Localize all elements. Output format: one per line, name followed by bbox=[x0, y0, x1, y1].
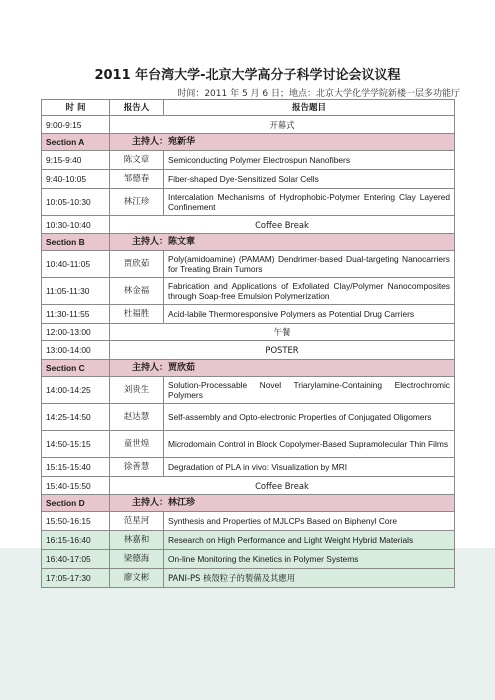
page-subtitle: 时间：2011 年 5 月 6 日；地点：北京大学化学学院新楼一层多功能厅 bbox=[177, 89, 460, 99]
topic-cell: Fiber-shaped Dye-Sensitized Solar Cells bbox=[164, 170, 455, 189]
time-cell: 14:50-15:15 bbox=[42, 431, 110, 458]
time-cell: 12:00-13:00 bbox=[42, 324, 110, 341]
time-cell: 9:15-9:40 bbox=[42, 151, 110, 170]
agenda-span-row bbox=[42, 341, 455, 360]
speaker-cell: 赵达慧 bbox=[110, 404, 164, 431]
time-cell: 16:15-16:40 bbox=[42, 531, 110, 550]
agenda-span-row bbox=[42, 216, 455, 234]
section-chair: 主持人：陈文章 bbox=[110, 234, 455, 251]
time-cell: 14:00-14:25 bbox=[42, 377, 110, 404]
table-header-row bbox=[42, 100, 455, 116]
section-row bbox=[42, 495, 455, 512]
section-label: Section B bbox=[42, 234, 110, 251]
table-row bbox=[42, 550, 455, 569]
speaker-cell: 童世煌 bbox=[110, 431, 164, 458]
speaker-cell: 徐善慧 bbox=[110, 458, 164, 477]
section-chair: 主持人：林江珍 bbox=[110, 495, 455, 512]
time-cell: 16:40-17:05 bbox=[42, 550, 110, 569]
table-row bbox=[42, 431, 455, 458]
topic-cell: On-line Monitoring the Kinetics in Polymer Systems bbox=[164, 550, 455, 569]
topic-cell: Synthesis and Properties of MJLCPs Based on Biphenyl Core bbox=[164, 512, 455, 531]
agenda-span-row bbox=[42, 116, 455, 134]
speaker-cell: 林金福 bbox=[110, 278, 164, 305]
time-cell: 11:05-11:30 bbox=[42, 278, 110, 305]
section-label: Section C bbox=[42, 360, 110, 377]
table-row bbox=[42, 170, 455, 189]
event-cell: 开幕式 bbox=[110, 116, 455, 134]
time-cell: 10:40-11:05 bbox=[42, 251, 110, 278]
time-cell: 15:40-15:50 bbox=[42, 477, 110, 495]
speaker-cell: 杜福胜 bbox=[110, 305, 164, 324]
topic-cell: Fabrication and Applications of Exfoliated Clay/Polymer Nanocomposites through Soap-free Emulsion Polymerization bbox=[164, 278, 455, 305]
speaker-cell: 林嘉和 bbox=[110, 531, 164, 550]
section-row bbox=[42, 360, 455, 377]
table-row bbox=[42, 305, 455, 324]
topic-cell: Semiconducting Polymer Electrospun Nanofibers bbox=[164, 151, 455, 170]
time-cell: 15:15-15:40 bbox=[42, 458, 110, 477]
topic-cell: PANI-PS 核殼粒子的製備及其應用 bbox=[164, 569, 455, 588]
time-cell: 13:00-14:00 bbox=[42, 341, 110, 360]
time-cell: 11:30-11:55 bbox=[42, 305, 110, 324]
table-row bbox=[42, 377, 455, 404]
topic-cell: Intercalation Mechanisms of Hydrophobic-Polymer Entering Clay Layered Confinement bbox=[164, 189, 455, 216]
section-chair: 主持人：贾欣茹 bbox=[110, 360, 455, 377]
time-cell: 10:05-10:30 bbox=[42, 189, 110, 216]
time-cell: 9:00-9:15 bbox=[42, 116, 110, 134]
speaker-cell: 梁德海 bbox=[110, 550, 164, 569]
page-title: 2011 年台湾大学-北京大学高分子科学讨论会议议程 bbox=[94, 68, 401, 83]
agenda-span-row bbox=[42, 477, 455, 495]
table-row bbox=[42, 458, 455, 477]
topic-cell: Microdomain Control in Block Copolymer-Based Supramolecular Thin Films bbox=[164, 431, 455, 458]
time-cell: 10:30-10:40 bbox=[42, 216, 110, 234]
section-row bbox=[42, 234, 455, 251]
topic-cell: Solution-Processable Novel Triarylamine-Containing Electrochromic Polymers bbox=[164, 377, 455, 404]
time-cell: 17:05-17:30 bbox=[42, 569, 110, 588]
time-cell: 15:50-16:15 bbox=[42, 512, 110, 531]
section-label: Section A bbox=[42, 134, 110, 151]
section-row bbox=[42, 134, 455, 151]
section-chair: 主持人：宛新华 bbox=[110, 134, 455, 151]
speaker-cell: 廖文彬 bbox=[110, 569, 164, 588]
agenda-span-row bbox=[42, 324, 455, 341]
speaker-cell: 陈文章 bbox=[110, 151, 164, 170]
table-row bbox=[42, 189, 455, 216]
table-row bbox=[42, 251, 455, 278]
agenda-table bbox=[41, 99, 455, 588]
topic-cell: Self-assembly and Opto-electronic Properties of Conjugated Oligomers bbox=[164, 404, 455, 431]
table-row bbox=[42, 512, 455, 531]
header-speaker: 报告人 bbox=[110, 100, 164, 116]
event-cell: Coffee Break bbox=[110, 477, 455, 495]
time-cell: 9:40-10:05 bbox=[42, 170, 110, 189]
event-cell: 午餐 bbox=[110, 324, 455, 341]
table-row bbox=[42, 531, 455, 550]
topic-cell: Degradation of PLA in vivo: Visualization by MRI bbox=[164, 458, 455, 477]
speaker-cell: 邹德春 bbox=[110, 170, 164, 189]
topic-cell: Poly(amidoamine) (PAMAM) Dendrimer-based Dual-targeting Nanocarriers for Treating Brain Tumors bbox=[164, 251, 455, 278]
topic-cell: Research on High Performance and Light Weight Hybrid Materials bbox=[164, 531, 455, 550]
time-cell: 14:25-14:50 bbox=[42, 404, 110, 431]
table-row bbox=[42, 404, 455, 431]
table-row bbox=[42, 569, 455, 588]
section-label: Section D bbox=[42, 495, 110, 512]
event-cell: Coffee Break bbox=[110, 216, 455, 234]
header-topic: 报告题目 bbox=[164, 100, 455, 116]
header-time: 时 间 bbox=[42, 100, 110, 116]
speaker-cell: 范星河 bbox=[110, 512, 164, 531]
topic-cell: Acid-labile Thermoresponsive Polymers as Potential Drug Carriers bbox=[164, 305, 455, 324]
speaker-cell: 刘贵生 bbox=[110, 377, 164, 404]
event-cell: POSTER bbox=[110, 341, 455, 360]
table-row bbox=[42, 278, 455, 305]
speaker-cell: 贾欣茹 bbox=[110, 251, 164, 278]
table-row bbox=[42, 151, 455, 170]
speaker-cell: 林江珍 bbox=[110, 189, 164, 216]
